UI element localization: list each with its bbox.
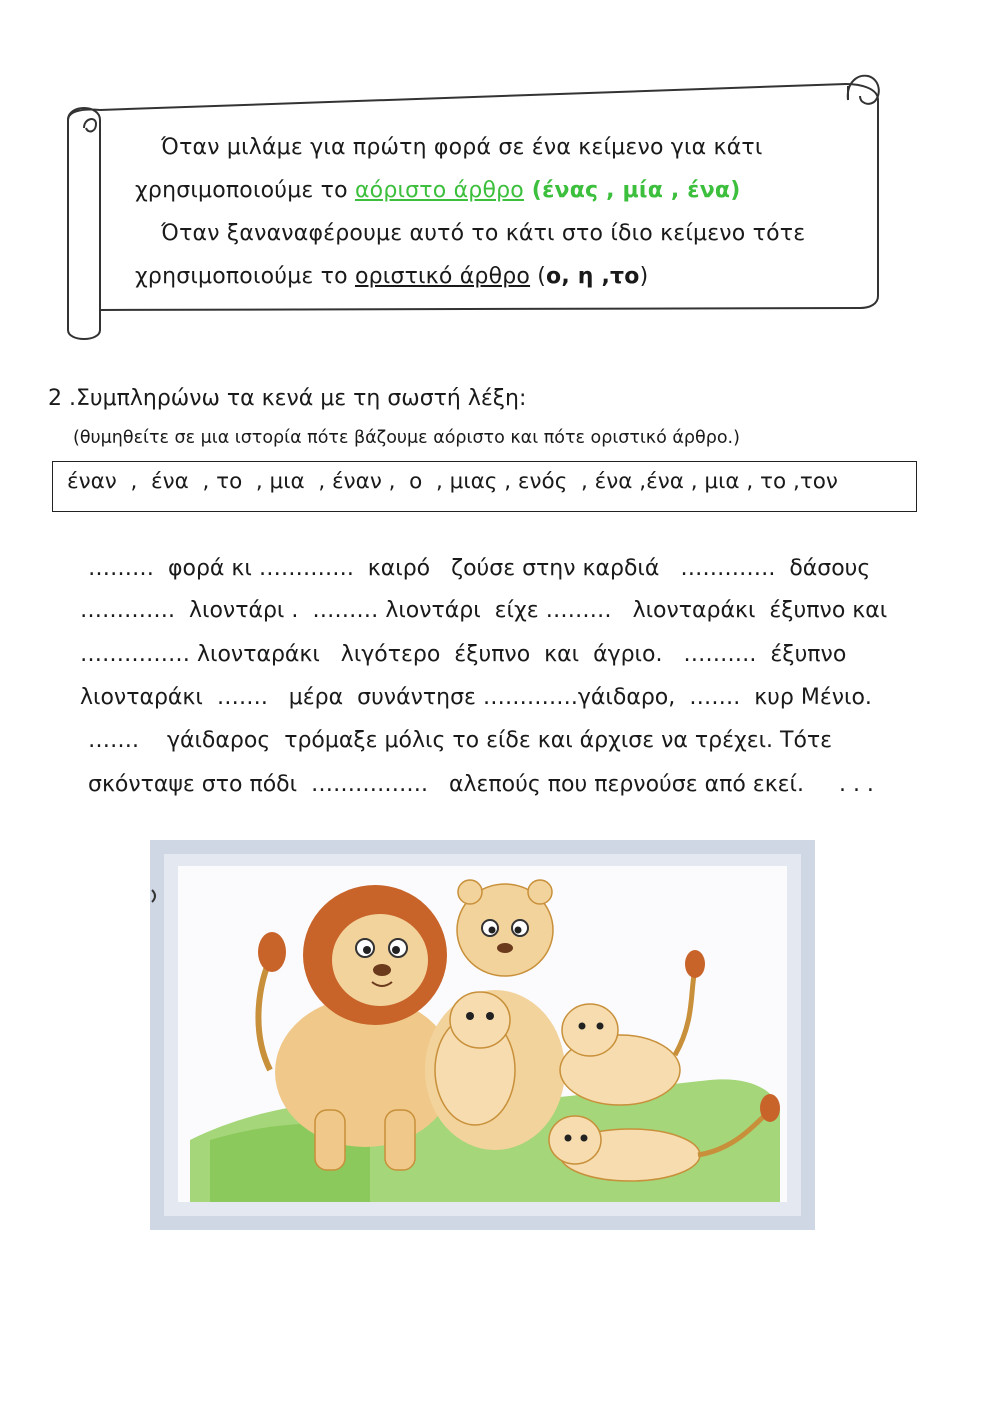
word-bank: έναν , ένα , το , μια , έναν , ο , μιας , ενός , ένα ,ένα , μια , το ,τον: [67, 469, 838, 494]
rule-line-2: [135, 169, 855, 212]
definite-article-term: οριστικό άρθρο: [354, 264, 531, 289]
story-line-1[interactable]: ……… φορά κι …………. καιρό ζούσε στην καρδιά …………. δάσους: [88, 556, 871, 581]
rule-line-3: Όταν ξαναναφέρουμε αυτό το κάτι στο ίδιο κείμενο τότε: [161, 221, 806, 246]
story-line-4[interactable]: λιονταράκι ……. μέρα συνάντησε ………….γάιδαρο, ……. κυρ Μένιο.: [80, 685, 872, 710]
rule-line-4: [135, 255, 855, 298]
exercise-title: 2 .Συμπληρώνω τα κενά με τη σωστή λέξη:: [48, 386, 527, 411]
indefinite-article-examples: (ένας , μία , ένα): [523, 178, 741, 203]
story-line-2[interactable]: …………. λιοντάρι . ……… λιοντάρι είχε ……… λιονταράκι έξυπνο και: [80, 598, 888, 623]
rule-line-1: Όταν μιλάμε για πρώτη φορά σε ένα κείμενο για κάτι: [161, 135, 763, 160]
story-line-6[interactable]: σκόνταψε στο πόδι ……………. αλεπούς που περνούσε από εκεί. . . .: [88, 772, 874, 797]
word-bank-box: [52, 461, 917, 512]
rule-text: [135, 126, 855, 298]
definite-article-examples: ο, η ,το: [546, 264, 640, 289]
story-line-5[interactable]: ……. γάιδαρος τρόμαξε μόλις το είδε και άρχισε να τρέχει. Τότε: [88, 728, 833, 753]
rule-line-2-prefix: χρησιμοποιούμε το: [135, 178, 355, 203]
definite-open-paren: (: [530, 264, 547, 289]
definite-close-paren: ): [639, 264, 649, 289]
exercise-hint: (θυμηθείτε σε μια ιστορία πότε βάζουμε αόριστο και πότε οριστικό άρθρο.): [73, 428, 740, 448]
rule-line-4-prefix: χρησιμοποιούμε το: [135, 264, 355, 289]
lion-family-illustration: [150, 840, 815, 1230]
indefinite-article-term: αόριστο άρθρο: [354, 178, 524, 203]
story-line-3[interactable]: …………… λιονταράκι λιγότερο έξυπνο και άγριο. ………. έξυπνο: [80, 642, 847, 667]
